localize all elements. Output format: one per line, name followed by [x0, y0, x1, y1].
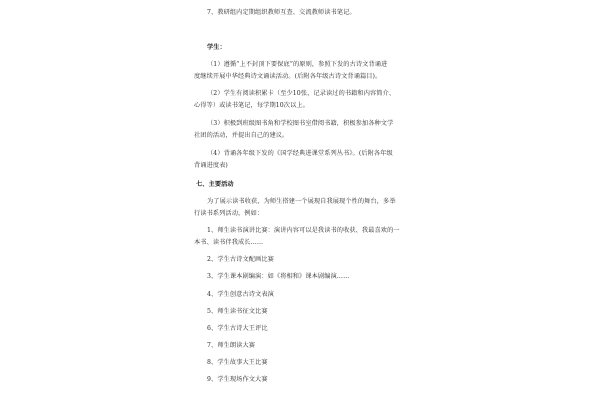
- student-item-4-line-2: 背诵进度表): [194, 162, 228, 169]
- activity-5: 5、师生读书征文比赛: [207, 308, 268, 315]
- activity-6: 6、学生古诗大王评比: [207, 325, 268, 332]
- student-item-4-line-1: （4）背诵各年级下发的《国学经典进课堂系列丛书》。(后附各年级: [207, 150, 393, 157]
- teacher-item-7: 7、教研组内定期组织教师互查、交流教师读书笔记。: [207, 9, 356, 16]
- student-item-1-line-2: 度继续开展中华经典诗文诵读活动。(后附各年级古诗文背诵篇目)。: [194, 73, 382, 80]
- student-item-2-line-1: （2）学生有阅读积累卡（至少10张，记录读过的书籍和内容简介、: [207, 90, 396, 97]
- students-heading: 学生：: [207, 44, 226, 51]
- activity-4: 4、学生创意古诗文表演: [207, 291, 274, 298]
- activity-9: 9、学生现场作文大赛: [207, 376, 268, 383]
- student-item-2-line-2: 心得等）或读书笔记，每学期10次以上。: [194, 102, 309, 109]
- intro-line-1: 为了展示读书收获，为师生搭建一个展现自我展现个性的舞台，多举: [207, 198, 396, 205]
- activity-8: 8、学生故事大王比赛: [207, 359, 268, 366]
- activity-7: 7、师生朗读大赛: [207, 342, 256, 349]
- intro-line-2: 行读书系列活动，例如：: [194, 210, 264, 217]
- activity-1-line-2: 本书、读书伴我成长……: [194, 239, 264, 246]
- activity-1-line-1: 1、师生读书演讲比赛：演讲内容可以是我读书的收获、我最喜欢的一: [207, 227, 400, 234]
- student-item-3-line-1: （3）积极到班级图书角和学校图书室借阅书籍，积极参加各种文学: [207, 120, 394, 127]
- student-item-3-line-2: 社团的活动，并提出自己的建议。: [194, 132, 289, 139]
- section-7-heading: 七、主要活动: [196, 181, 234, 188]
- activity-2: 2、学生古诗文配画比赛: [207, 256, 274, 263]
- activity-3: 3、学生课本剧编演：如《将相和》课本剧编演……: [207, 273, 350, 280]
- student-item-1-line-1: （1）遵循“上不封顶下要保底”的原则，参照下发的古诗文背诵进: [207, 61, 388, 68]
